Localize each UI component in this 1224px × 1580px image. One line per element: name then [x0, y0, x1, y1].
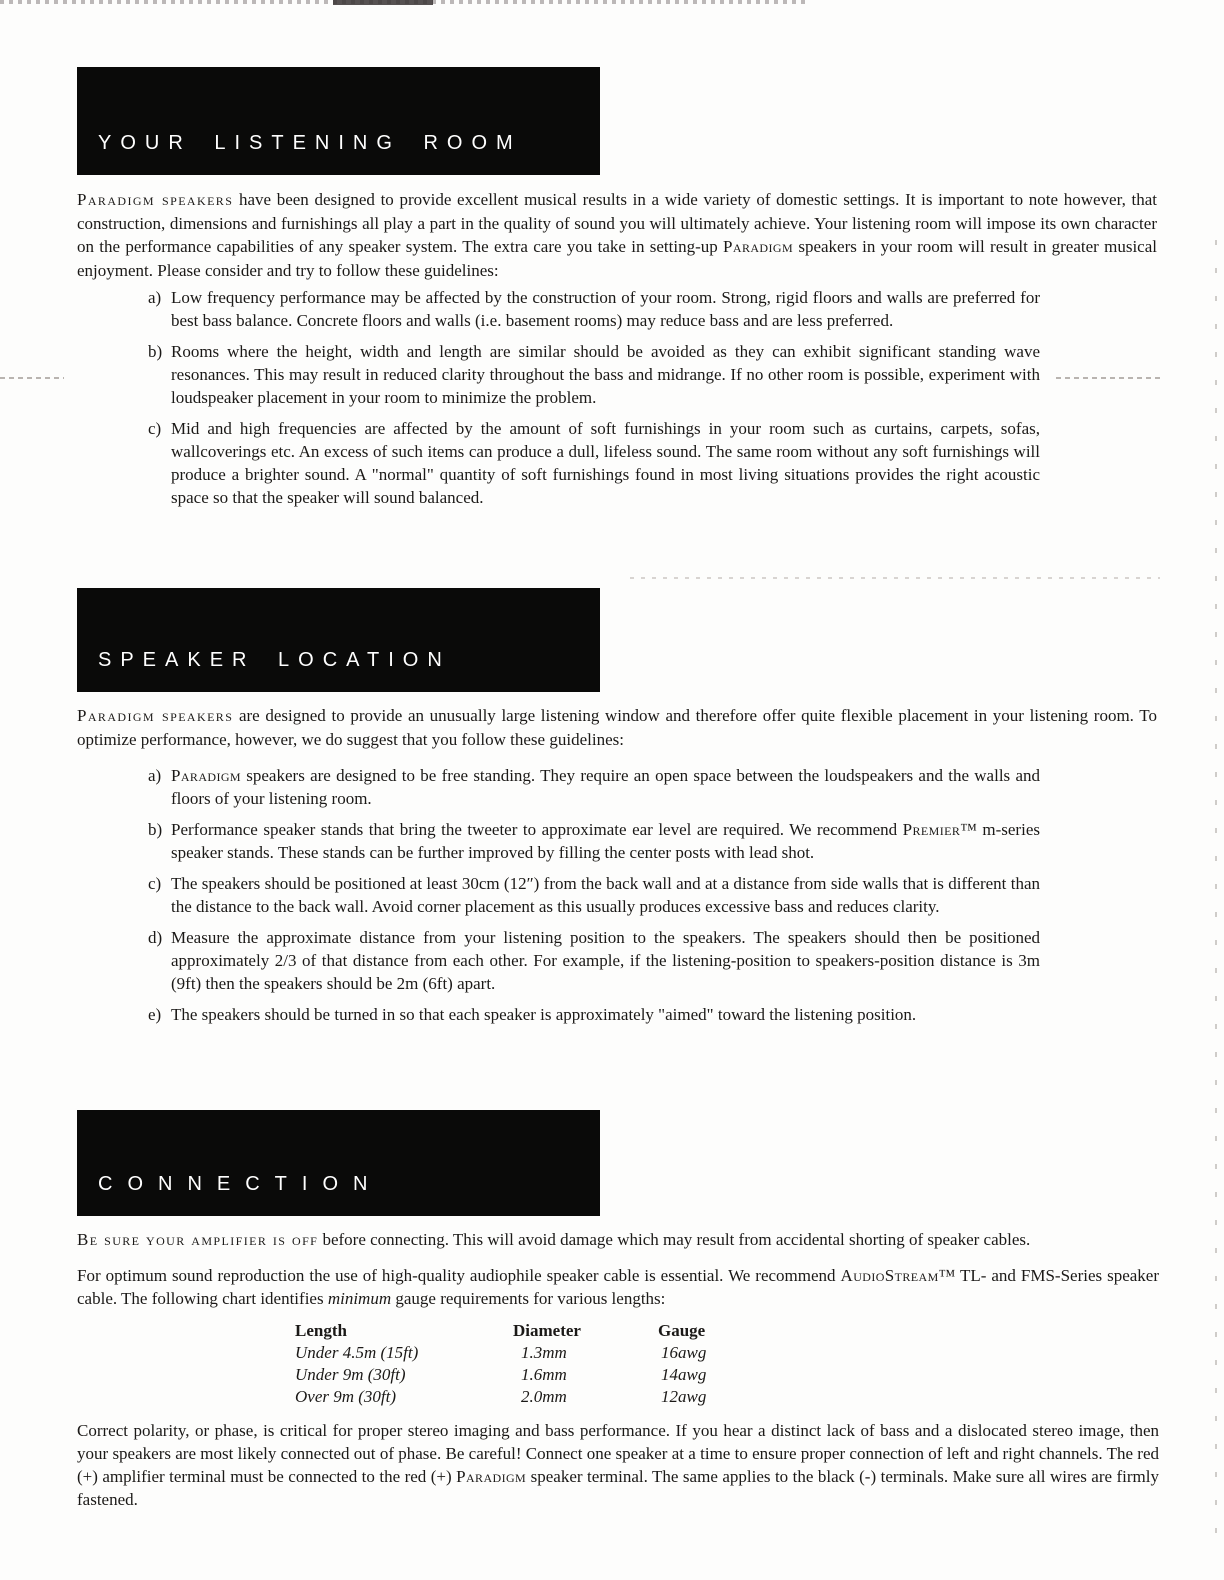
polarity-paragraph: Correct polarity, or phase, is critical for proper stereo imaging and bass performance. If you hear a distinct lack of bass and a dislocated stereo image, then your speakers are most likely connected out of phase. Be careful! Connect one speaker at a time to ensure proper connection of left and right channels. The red (+) amplifier terminal must be connected to the red (+) Paradigm speaker terminal. The same applies to the black (-) terminals. Make sure all wires are firmly fastened.: [77, 1421, 1159, 1509]
table-header-row: [295, 1320, 798, 1342]
table-cell-gauge: 12awg: [661, 1387, 707, 1406]
list-item-marker: a): [148, 766, 162, 785]
list-item-text: Performance speaker stands that bring the tweeter to approximate ear level are required. We recommend Premier™ m-series speaker stands. These stands can be further improved by filling the center posts with lead shot.: [171, 820, 1040, 862]
section-title-speaker-location: SPEAKER LOCATION: [98, 649, 451, 671]
cable-gauge-table: [295, 1320, 798, 1408]
table-cell-diameter: 2.0mm: [521, 1387, 567, 1406]
list-item-text: Measure the approximate distance from your listening position to the speakers. The speakers should then be positioned approximately 2/3 of that distance from each other. For example, if the listening-position to speakers-position distance is 3m (9ft) then the speakers should be 2m (6ft) apart.: [171, 928, 1040, 993]
list-item-e: [148, 1003, 1040, 1026]
list-item-c: [148, 872, 1040, 918]
cable-recommendation-paragraph: For optimum sound reproduction the use of high-quality audiophile speaker cable is essential. We recommend AudioStream™ TL- and FMS-Series speaker cable. The following chart identifies minimum gauge requirements for various lengths:: [77, 1266, 1159, 1308]
list-item-a: [148, 286, 1040, 332]
table-cell-length: Under 9m (30ft): [295, 1365, 406, 1384]
scan-artifact-dashed-line-left: [0, 377, 64, 379]
table-cell-length: Over 9m (30ft): [295, 1387, 397, 1406]
table-cell-diameter: 1.6mm: [521, 1365, 567, 1384]
table-header-diameter: Diameter: [513, 1321, 581, 1340]
table-row: [295, 1342, 798, 1364]
table-row: [295, 1386, 798, 1408]
table-cell-diameter: 1.3mm: [521, 1343, 567, 1362]
amplifier-off-warning-paragraph: Be sure your amplifier is off before connecting. This will avoid damage which may result from accidental shorting of speaker cables.: [77, 1230, 1031, 1249]
scan-artifact-dotted-line-mid: [630, 577, 1160, 579]
section-header-listening-room: [77, 67, 600, 175]
table-cell-length: Under 4.5m (15ft): [295, 1343, 419, 1362]
scan-artifact-right-edge-bleed: [1215, 240, 1217, 1550]
section-header-speaker-location: [77, 588, 600, 692]
list-item-b: [148, 340, 1040, 409]
list-item-marker: c): [148, 874, 162, 893]
speaker-location-intro-paragraph: Paradigm speakers are designed to provide an unusually large listening window and therefore offer quite flexible placement in your listening room. To optimize performance, however, we do suggest that you follow these guidelines:: [77, 706, 1157, 749]
table-cell-gauge: 14awg: [661, 1365, 707, 1384]
scan-artifact-dashed-line-right: [1056, 377, 1160, 379]
table-header-gauge: Gauge: [658, 1321, 706, 1340]
section-header-connection: [77, 1110, 600, 1216]
list-item-text: Rooms where the height, width and length are similar should be avoided as they can exhibit significant standing wave resonances. This may result in reduced clarity throughout the bass and midrange. If no other room is possible, experiment with loudspeaker placement in your room to minimize the problem.: [171, 342, 1040, 407]
speaker-location-guidelines-list: [148, 764, 1040, 1034]
list-item-marker: b): [148, 342, 163, 361]
scan-artifact-top-edge: [0, 0, 810, 4]
section-title-listening-room: YOUR LISTENING ROOM: [98, 132, 522, 154]
list-item-marker: c): [148, 419, 162, 438]
table-header-length: Length: [295, 1321, 347, 1340]
section-title-connection: CONNECTION: [98, 1173, 383, 1195]
list-item-marker: a): [148, 288, 162, 307]
list-item-marker: d): [148, 928, 163, 947]
list-item-text: Paradigm speakers are designed to be free standing. They require an open space between the loudspeakers and the walls and floors of your listening room.: [171, 766, 1040, 808]
list-item-text: The speakers should be positioned at least 30cm (12″) from the back wall and at a distance from side walls that is different than the distance to the back wall. Avoid corner placement as this usually produces excessive bass and reduces clarity.: [171, 874, 1040, 916]
list-item-text: Mid and high frequencies are affected by the amount of soft furnishings in your room such as curtains, carpets, sofas, wallcoverings etc. An excess of such items can produce a dull, lifeless sound. The same room without any soft furnishings will produce a brighter sound. A "normal" quantity of soft furnishings found in most living situations provides the right acoustic space so that the speaker will sound balanced.: [171, 419, 1040, 507]
table-cell-gauge: 16awg: [661, 1343, 707, 1362]
list-item-a: [148, 764, 1040, 810]
list-item-d: [148, 926, 1040, 995]
list-item-marker: b): [148, 820, 163, 839]
list-item-text: Low frequency performance may be affected by the construction of your room. Strong, rigid floors and walls are preferred for best bass balance. Concrete floors and walls (i.e. basement rooms) may reduce bass and are less preferred.: [171, 288, 1040, 330]
list-item-b: [148, 818, 1040, 864]
listening-room-guidelines-list: [148, 286, 1040, 517]
listening-room-intro-paragraph: Paradigm speakers have been designed to provide excellent musical results in a wide variety of domestic settings. It is important to note however, that construction, dimensions and furnishings all play a part in the quality of sound you will ultimately achieve. Your listening room will impose its own character on the performance capabilities of any speaker system. The extra care you take in setting-up Paradigm speakers in your room will result in greater musical enjoyment. Please consider and try to follow these guidelines:: [77, 190, 1157, 280]
list-item-marker: e): [148, 1005, 162, 1024]
table-row: [295, 1364, 798, 1386]
scan-artifact-top-dark-segment: [333, 0, 433, 5]
list-item-text: The speakers should be turned in so that each speaker is approximately "aimed" toward the listening position.: [171, 1005, 917, 1024]
list-item-c: [148, 417, 1040, 509]
